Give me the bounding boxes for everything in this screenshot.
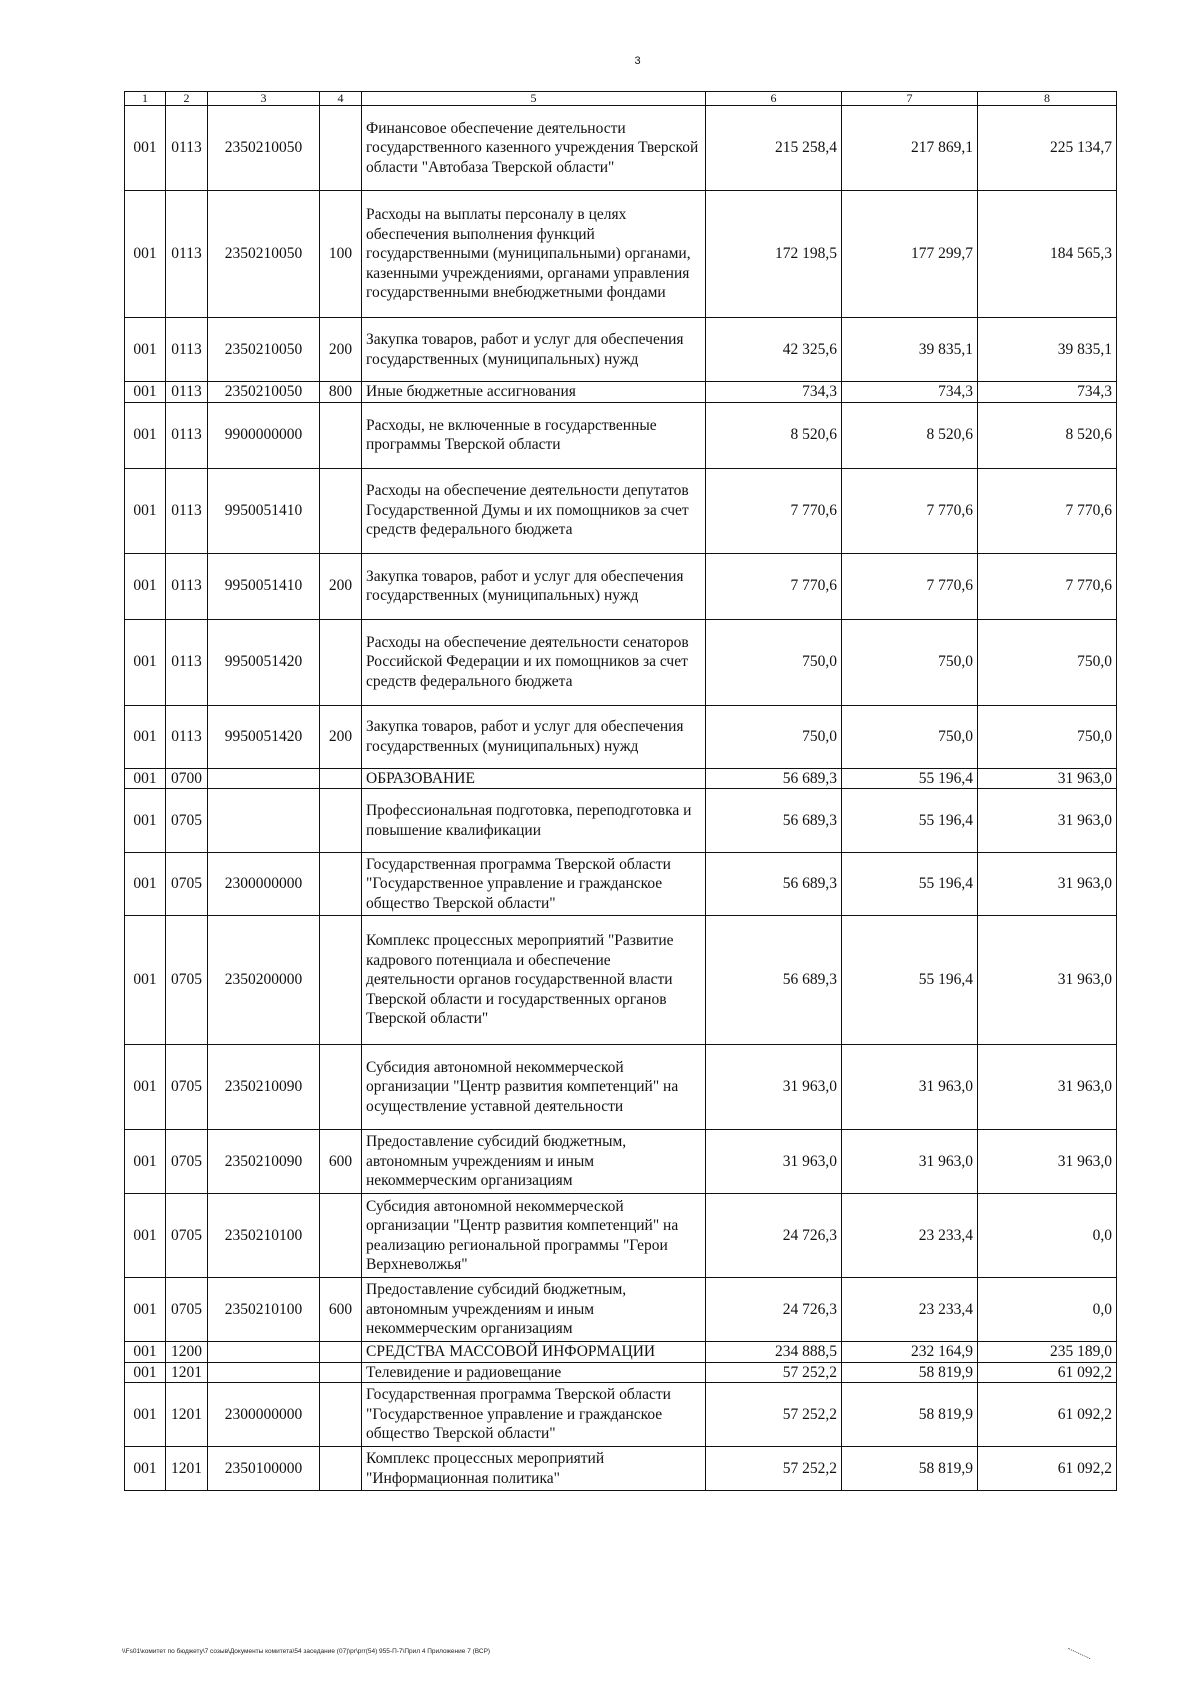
cell-amount-col7: 217 869,1 bbox=[842, 106, 978, 191]
table-row bbox=[125, 382, 1117, 403]
cell-target-code: 9950051420 bbox=[208, 619, 320, 705]
cell-admin-code: 001 bbox=[125, 1362, 166, 1383]
cell-admin-code: 001 bbox=[125, 468, 166, 553]
table-row bbox=[125, 402, 1117, 468]
cell-description: ОБРАЗОВАНИЕ bbox=[362, 768, 706, 789]
cell-expense-type bbox=[320, 768, 362, 789]
cell-target-code: 9950051420 bbox=[208, 705, 320, 768]
cell-expense-type: 600 bbox=[320, 1130, 362, 1194]
cell-amount-col6: 750,0 bbox=[706, 619, 842, 705]
cell-amount-col8: 39 835,1 bbox=[978, 318, 1117, 382]
cell-description: Комплекс процессных мероприятий "Развитие кадрового потенциала и обеспечение деятельности органов государственной власти Тверской области и государственных органов Тверской области" bbox=[362, 916, 706, 1045]
cell-admin-code: 001 bbox=[125, 789, 166, 853]
cell-admin-code: 001 bbox=[125, 1130, 166, 1194]
cell-amount-col6: 56 689,3 bbox=[706, 853, 842, 916]
cell-amount-col7: 750,0 bbox=[842, 619, 978, 705]
cell-expense-type bbox=[320, 916, 362, 1045]
cell-amount-col7: 23 233,4 bbox=[842, 1194, 978, 1278]
cell-expense-type: 100 bbox=[320, 191, 362, 318]
column-header-6: 6 bbox=[706, 92, 842, 106]
cell-description: СРЕДСТВА МАССОВОЙ ИНФОРМАЦИИ bbox=[362, 1342, 706, 1363]
cell-expense-type bbox=[320, 1362, 362, 1383]
cell-amount-col6: 750,0 bbox=[706, 705, 842, 768]
cell-expense-type bbox=[320, 402, 362, 468]
table-row bbox=[125, 553, 1117, 619]
cell-amount-col6: 57 252,2 bbox=[706, 1447, 842, 1491]
cell-description: Финансовое обеспечение деятельности государственного казенного учреждения Тверской области "Автобаза Тверской области" bbox=[362, 106, 706, 191]
cell-amount-col6: 56 689,3 bbox=[706, 768, 842, 789]
cell-target-code bbox=[208, 789, 320, 853]
cell-amount-col8: 7 770,6 bbox=[978, 553, 1117, 619]
cell-amount-col7: 23 233,4 bbox=[842, 1278, 978, 1342]
cell-amount-col6: 24 726,3 bbox=[706, 1278, 842, 1342]
cell-amount-col6: 215 258,4 bbox=[706, 106, 842, 191]
cell-target-code: 2300000000 bbox=[208, 853, 320, 916]
cell-description: Закупка товаров, работ и услуг для обеспечения государственных (муниципальных) нужд bbox=[362, 705, 706, 768]
cell-target-code: 2350210050 bbox=[208, 106, 320, 191]
cell-amount-col7: 58 819,9 bbox=[842, 1362, 978, 1383]
cell-amount-col7: 58 819,9 bbox=[842, 1447, 978, 1491]
cell-amount-col7: 734,3 bbox=[842, 382, 978, 403]
cell-admin-code: 001 bbox=[125, 1194, 166, 1278]
column-header-5: 5 bbox=[362, 92, 706, 106]
table-row bbox=[125, 191, 1117, 318]
cell-amount-col6: 24 726,3 bbox=[706, 1194, 842, 1278]
cell-expense-type bbox=[320, 619, 362, 705]
cell-amount-col8: 750,0 bbox=[978, 619, 1117, 705]
column-header-7: 7 bbox=[842, 92, 978, 106]
cell-section-code: 0705 bbox=[166, 1194, 208, 1278]
cell-description: Расходы на выплаты персоналу в целях обеспечения выполнения функций государственными (муниципальными) органами, казенными учреждениями, органами управления государственными внебюджетными фондами bbox=[362, 191, 706, 318]
cell-section-code: 0113 bbox=[166, 106, 208, 191]
cell-expense-type bbox=[320, 853, 362, 916]
cell-admin-code: 001 bbox=[125, 1278, 166, 1342]
cell-amount-col8: 184 565,3 bbox=[978, 191, 1117, 318]
cell-admin-code: 001 bbox=[125, 191, 166, 318]
table-row bbox=[125, 1362, 1117, 1383]
cell-amount-col7: 58 819,9 bbox=[842, 1383, 978, 1447]
table-row bbox=[125, 789, 1117, 853]
cell-amount-col8: 31 963,0 bbox=[978, 853, 1117, 916]
column-header-8: 8 bbox=[978, 92, 1117, 106]
cell-target-code: 2350210050 bbox=[208, 191, 320, 318]
cell-target-code: 2350210050 bbox=[208, 382, 320, 403]
table-row bbox=[125, 853, 1117, 916]
cell-amount-col7: 31 963,0 bbox=[842, 1130, 978, 1194]
cell-expense-type bbox=[320, 1194, 362, 1278]
cell-expense-type bbox=[320, 1383, 362, 1447]
cell-amount-col6: 31 963,0 bbox=[706, 1130, 842, 1194]
table-row bbox=[125, 768, 1117, 789]
cell-description: Комплекс процессных мероприятий "Информационная политика" bbox=[362, 1447, 706, 1491]
cell-description: Закупка товаров, работ и услуг для обеспечения государственных (муниципальных) нужд bbox=[362, 318, 706, 382]
cell-target-code bbox=[208, 1342, 320, 1363]
cell-target-code: 9950051410 bbox=[208, 553, 320, 619]
cell-target-code: 2350200000 bbox=[208, 916, 320, 1045]
column-header-2: 2 bbox=[166, 92, 208, 106]
cell-amount-col8: 31 963,0 bbox=[978, 789, 1117, 853]
scan-artifact bbox=[1068, 1648, 1091, 1660]
cell-amount-col6: 57 252,2 bbox=[706, 1383, 842, 1447]
cell-admin-code: 001 bbox=[125, 1383, 166, 1447]
table-row bbox=[125, 1383, 1117, 1447]
cell-description: Расходы, не включенные в государственные программы Тверской области bbox=[362, 402, 706, 468]
cell-section-code: 0113 bbox=[166, 553, 208, 619]
cell-description: Предоставление субсидий бюджетным, автономным учреждениям и иным некоммерческим организациям bbox=[362, 1278, 706, 1342]
cell-amount-col8: 8 520,6 bbox=[978, 402, 1117, 468]
cell-admin-code: 001 bbox=[125, 1447, 166, 1491]
cell-admin-code: 001 bbox=[125, 382, 166, 403]
cell-target-code: 2350210100 bbox=[208, 1278, 320, 1342]
cell-section-code: 1200 bbox=[166, 1342, 208, 1363]
table-row bbox=[125, 106, 1117, 191]
cell-description: Субсидия автономной некоммерческой организации "Центр развития компетенций" на реализацию региональной программы "Герои Верхневолжья" bbox=[362, 1194, 706, 1278]
cell-amount-col7: 232 164,9 bbox=[842, 1342, 978, 1363]
cell-section-code: 0113 bbox=[166, 402, 208, 468]
cell-amount-col8: 0,0 bbox=[978, 1278, 1117, 1342]
cell-admin-code: 001 bbox=[125, 916, 166, 1045]
table-row bbox=[125, 468, 1117, 553]
cell-description: Государственная программа Тверской области "Государственное управление и гражданское общество Тверской области" bbox=[362, 1383, 706, 1447]
cell-expense-type bbox=[320, 468, 362, 553]
cell-section-code: 1201 bbox=[166, 1383, 208, 1447]
cell-amount-col6: 31 963,0 bbox=[706, 1045, 842, 1130]
cell-target-code: 2350210090 bbox=[208, 1130, 320, 1194]
cell-target-code: 2300000000 bbox=[208, 1383, 320, 1447]
cell-target-code: 2350210090 bbox=[208, 1045, 320, 1130]
column-header-4: 4 bbox=[320, 92, 362, 106]
cell-section-code: 0705 bbox=[166, 1278, 208, 1342]
cell-section-code: 0705 bbox=[166, 916, 208, 1045]
cell-section-code: 0705 bbox=[166, 1130, 208, 1194]
cell-amount-col7: 55 196,4 bbox=[842, 853, 978, 916]
file-path-footer: \\Fs01\комитет по бюджету\7 созыв\Документы комитета\54 заседание (07)\pr\prr(54) 955-П-7\Прил 4 Приложение 7 (ВСР) bbox=[122, 1648, 491, 1655]
cell-target-code bbox=[208, 1362, 320, 1383]
cell-expense-type bbox=[320, 789, 362, 853]
cell-amount-col6: 42 325,6 bbox=[706, 318, 842, 382]
cell-amount-col8: 31 963,0 bbox=[978, 768, 1117, 789]
cell-section-code: 0113 bbox=[166, 318, 208, 382]
table-row bbox=[125, 705, 1117, 768]
cell-section-code: 0113 bbox=[166, 705, 208, 768]
cell-expense-type bbox=[320, 106, 362, 191]
cell-target-code: 9900000000 bbox=[208, 402, 320, 468]
cell-admin-code: 001 bbox=[125, 768, 166, 789]
cell-admin-code: 001 bbox=[125, 619, 166, 705]
cell-description: Субсидия автономной некоммерческой организации "Центр развития компетенций" на осуществление уставной деятельности bbox=[362, 1045, 706, 1130]
cell-section-code: 0700 bbox=[166, 768, 208, 789]
cell-description: Иные бюджетные ассигнования bbox=[362, 382, 706, 403]
budget-table bbox=[124, 91, 1117, 1491]
cell-amount-col7: 55 196,4 bbox=[842, 916, 978, 1045]
cell-amount-col8: 0,0 bbox=[978, 1194, 1117, 1278]
cell-admin-code: 001 bbox=[125, 553, 166, 619]
cell-description: Закупка товаров, работ и услуг для обеспечения государственных (муниципальных) нужд bbox=[362, 553, 706, 619]
table-row bbox=[125, 1045, 1117, 1130]
cell-section-code: 0113 bbox=[166, 468, 208, 553]
cell-section-code: 0705 bbox=[166, 1045, 208, 1130]
cell-description: Расходы на обеспечение деятельности сенаторов Российской Федерации и их помощников за счет средств федерального бюджета bbox=[362, 619, 706, 705]
page-number: 3 bbox=[634, 55, 641, 67]
column-header-1: 1 bbox=[125, 92, 166, 106]
column-header-3: 3 bbox=[208, 92, 320, 106]
cell-admin-code: 001 bbox=[125, 1045, 166, 1130]
table-row bbox=[125, 318, 1117, 382]
cell-amount-col8: 61 092,2 bbox=[978, 1447, 1117, 1491]
cell-amount-col7: 8 520,6 bbox=[842, 402, 978, 468]
cell-amount-col7: 177 299,7 bbox=[842, 191, 978, 318]
cell-section-code: 0113 bbox=[166, 619, 208, 705]
cell-amount-col7: 55 196,4 bbox=[842, 768, 978, 789]
cell-amount-col8: 225 134,7 bbox=[978, 106, 1117, 191]
cell-description: Расходы на обеспечение деятельности депутатов Государственной Думы и их помощников за счет средств федерального бюджета bbox=[362, 468, 706, 553]
cell-amount-col7: 750,0 bbox=[842, 705, 978, 768]
cell-amount-col8: 61 092,2 bbox=[978, 1362, 1117, 1383]
cell-expense-type bbox=[320, 1447, 362, 1491]
cell-admin-code: 001 bbox=[125, 106, 166, 191]
cell-amount-col6: 7 770,6 bbox=[706, 468, 842, 553]
cell-amount-col8: 31 963,0 bbox=[978, 1045, 1117, 1130]
cell-section-code: 1201 bbox=[166, 1447, 208, 1491]
cell-expense-type: 200 bbox=[320, 705, 362, 768]
cell-amount-col6: 57 252,2 bbox=[706, 1362, 842, 1383]
table-row bbox=[125, 619, 1117, 705]
cell-admin-code: 001 bbox=[125, 853, 166, 916]
cell-amount-col8: 750,0 bbox=[978, 705, 1117, 768]
cell-amount-col7: 39 835,1 bbox=[842, 318, 978, 382]
cell-amount-col7: 55 196,4 bbox=[842, 789, 978, 853]
table-row bbox=[125, 1447, 1117, 1491]
cell-description: Телевидение и радиовещание bbox=[362, 1362, 706, 1383]
cell-target-code: 2350210050 bbox=[208, 318, 320, 382]
cell-amount-col6: 56 689,3 bbox=[706, 789, 842, 853]
cell-amount-col8: 31 963,0 bbox=[978, 916, 1117, 1045]
cell-admin-code: 001 bbox=[125, 318, 166, 382]
cell-amount-col6: 172 198,5 bbox=[706, 191, 842, 318]
cell-amount-col8: 31 963,0 bbox=[978, 1130, 1117, 1194]
cell-description: Предоставление субсидий бюджетным, автономным учреждениям и иным некоммерческим организациям bbox=[362, 1130, 706, 1194]
cell-target-code: 2350210100 bbox=[208, 1194, 320, 1278]
cell-amount-col6: 56 689,3 bbox=[706, 916, 842, 1045]
cell-amount-col6: 7 770,6 bbox=[706, 553, 842, 619]
cell-description: Государственная программа Тверской области "Государственное управление и гражданское общество Тверской области" bbox=[362, 853, 706, 916]
column-number-row bbox=[125, 92, 1117, 106]
cell-section-code: 0705 bbox=[166, 789, 208, 853]
cell-target-code: 9950051410 bbox=[208, 468, 320, 553]
cell-amount-col8: 235 189,0 bbox=[978, 1342, 1117, 1363]
cell-amount-col8: 7 770,6 bbox=[978, 468, 1117, 553]
cell-amount-col7: 7 770,6 bbox=[842, 553, 978, 619]
cell-section-code: 0113 bbox=[166, 382, 208, 403]
cell-expense-type: 200 bbox=[320, 553, 362, 619]
cell-expense-type bbox=[320, 1045, 362, 1130]
cell-amount-col7: 31 963,0 bbox=[842, 1045, 978, 1130]
cell-admin-code: 001 bbox=[125, 402, 166, 468]
cell-expense-type: 800 bbox=[320, 382, 362, 403]
table-row bbox=[125, 1130, 1117, 1194]
table-row bbox=[125, 1194, 1117, 1278]
cell-amount-col6: 8 520,6 bbox=[706, 402, 842, 468]
cell-section-code: 0113 bbox=[166, 191, 208, 318]
table-row bbox=[125, 916, 1117, 1045]
cell-section-code: 0705 bbox=[166, 853, 208, 916]
cell-expense-type: 200 bbox=[320, 318, 362, 382]
cell-amount-col6: 734,3 bbox=[706, 382, 842, 403]
cell-amount-col7: 7 770,6 bbox=[842, 468, 978, 553]
cell-amount-col8: 61 092,2 bbox=[978, 1383, 1117, 1447]
cell-admin-code: 001 bbox=[125, 1342, 166, 1363]
table-row bbox=[125, 1278, 1117, 1342]
cell-admin-code: 001 bbox=[125, 705, 166, 768]
cell-target-code bbox=[208, 768, 320, 789]
cell-target-code: 2350100000 bbox=[208, 1447, 320, 1491]
cell-section-code: 1201 bbox=[166, 1362, 208, 1383]
cell-amount-col8: 734,3 bbox=[978, 382, 1117, 403]
cell-description: Профессиональная подготовка, переподготовка и повышение квалификации bbox=[362, 789, 706, 853]
table-row bbox=[125, 1342, 1117, 1363]
cell-expense-type bbox=[320, 1342, 362, 1363]
cell-expense-type: 600 bbox=[320, 1278, 362, 1342]
cell-amount-col6: 234 888,5 bbox=[706, 1342, 842, 1363]
